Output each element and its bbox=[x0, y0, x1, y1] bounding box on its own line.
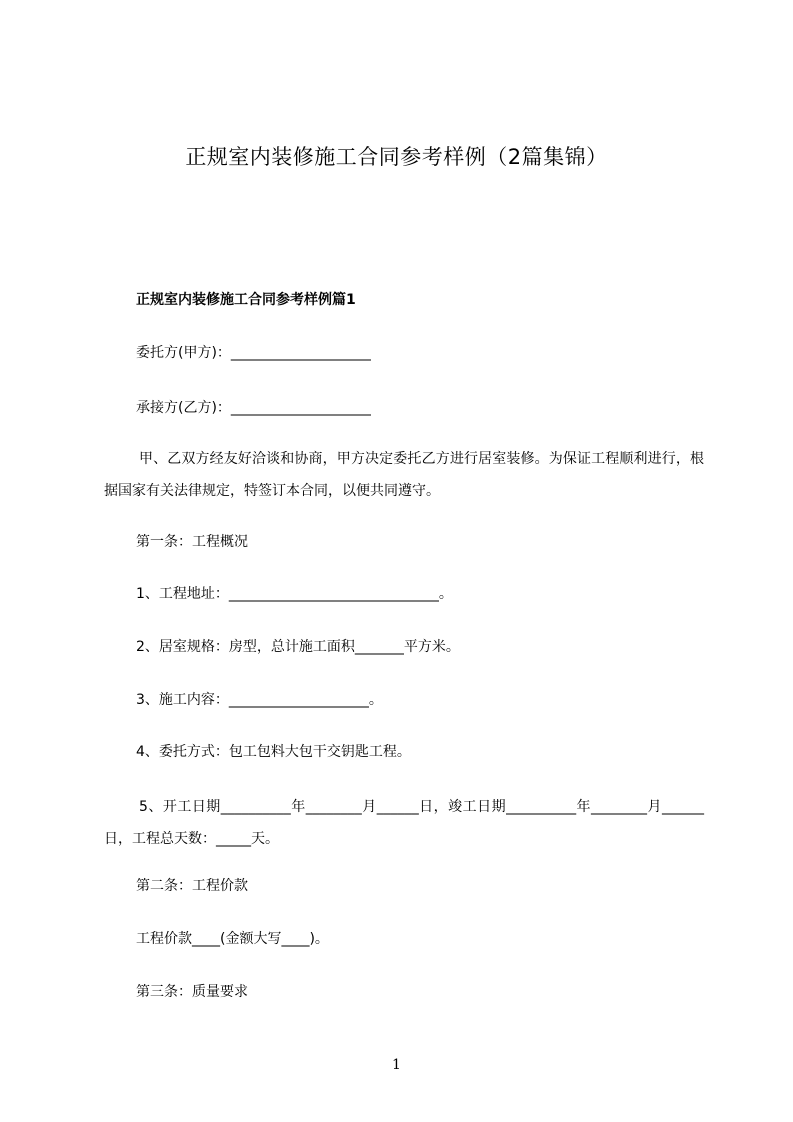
page-number: 1 bbox=[392, 1057, 401, 1073]
clause-item-4: 4、委托方式：包工包料大包干交钥匙工程。 bbox=[136, 744, 411, 760]
client-party-line: 委托方(甲方)：____________________ bbox=[136, 345, 371, 361]
article-2-title: 第二条：工程价款 bbox=[136, 878, 248, 894]
article-3-title: 第三条：质量要求 bbox=[136, 984, 248, 1000]
clause-item-5: 5、开工日期__________年________月______日，竣工日期__________年________月______日，工程总天数：_____天。 bbox=[104, 799, 704, 847]
document-title: 正规室内装修施工合同参考样例（2篇集锦） bbox=[185, 145, 608, 169]
clause-item-3: 3、施工内容：____________________。 bbox=[136, 692, 383, 708]
section-heading: 正规室内装修施工合同参考样例篇1 bbox=[136, 292, 356, 308]
article-1-title: 第一条：工程概况 bbox=[136, 534, 248, 550]
price-line: 工程价款____(金额大写____)。 bbox=[136, 931, 329, 947]
intro-paragraph: 甲、乙双方经友好洽谈和协商，甲方决定委托乙方进行居室装修。为保证工程顺利进行，根据国家有关法律规定，特签订本合同，以便共同遵守。 bbox=[104, 451, 704, 499]
clause-item-1: 1、工程地址：______________________________。 bbox=[136, 586, 453, 602]
contractor-party-line: 承接方(乙方)：____________________ bbox=[136, 400, 371, 416]
clause-item-2: 2、居室规格：房型，总计施工面积_______平方米。 bbox=[136, 639, 460, 655]
